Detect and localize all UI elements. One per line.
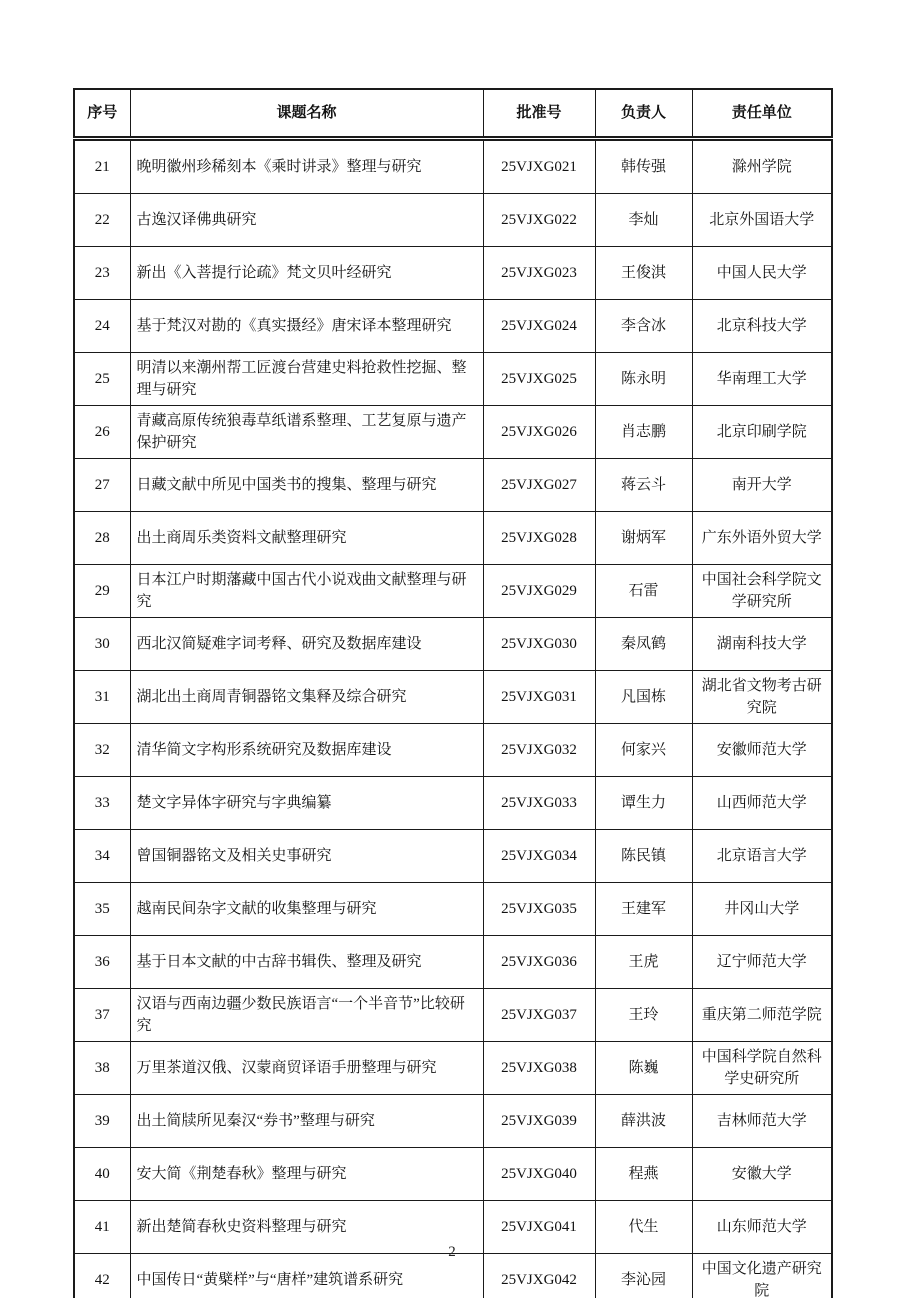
cell-leader: 陈民镇 [595,830,692,883]
cell-leader: 陈永明 [595,353,692,406]
cell-grant-number: 25VJXG021 [483,139,595,194]
cell-leader: 王俊淇 [595,247,692,300]
cell-grant-number: 25VJXG032 [483,724,595,777]
table-row [74,1042,832,1095]
cell-serial: 32 [74,724,130,777]
cell-leader: 秦凤鹤 [595,618,692,671]
cell-leader: 凡国栋 [595,671,692,724]
cell-grant-number: 25VJXG034 [483,830,595,883]
cell-organization: 湖北省文物考古研究院 [692,671,832,724]
cell-title: 万里茶道汉俄、汉蒙商贸译语手册整理与研究 [130,1042,483,1095]
cell-grant-number: 25VJXG041 [483,1201,595,1254]
cell-title: 汉语与西南边疆少数民族语言“一个半音节”比较研究 [130,989,483,1042]
cell-grant-number: 25VJXG024 [483,300,595,353]
cell-leader: 王玲 [595,989,692,1042]
cell-serial: 23 [74,247,130,300]
cell-title: 青藏高原传统狼毒草纸谱系整理、工艺复原与遗产保护研究 [130,406,483,459]
cell-grant-number: 25VJXG036 [483,936,595,989]
projects-table [73,88,833,1298]
table-row [74,194,832,247]
cell-title: 出土简牍所见秦汉“券书”整理与研究 [130,1095,483,1148]
cell-grant-number: 25VJXG028 [483,512,595,565]
cell-serial: 27 [74,459,130,512]
cell-organization: 华南理工大学 [692,353,832,406]
cell-leader: 李沁园 [595,1254,692,1298]
table-row [74,1148,832,1201]
cell-organization: 安徽大学 [692,1148,832,1201]
cell-leader: 谢炳军 [595,512,692,565]
cell-serial: 30 [74,618,130,671]
cell-serial: 38 [74,1042,130,1095]
cell-title: 出土商周乐类资料文献整理研究 [130,512,483,565]
cell-title: 新出《入菩提行论疏》梵文贝叶经研究 [130,247,483,300]
cell-leader: 程燕 [595,1148,692,1201]
cell-organization: 北京语言大学 [692,830,832,883]
cell-title: 中国传日“黄檗样”与“唐样”建筑谱系研究 [130,1254,483,1298]
table-row [74,300,832,353]
cell-title: 楚文字异体字研究与字典编纂 [130,777,483,830]
col-header-serial: 序号 [74,89,130,139]
page-number: 2 [448,1244,456,1260]
cell-grant-number: 25VJXG031 [483,671,595,724]
cell-leader: 陈巍 [595,1042,692,1095]
cell-organization: 中国人民大学 [692,247,832,300]
table-row [74,989,832,1042]
cell-organization: 中国科学院自然科学史研究所 [692,1042,832,1095]
cell-title: 日本江户时期藩藏中国古代小说戏曲文献整理与研究 [130,565,483,618]
cell-grant-number: 25VJXG023 [483,247,595,300]
cell-leader: 韩传强 [595,139,692,194]
cell-serial: 28 [74,512,130,565]
cell-organization: 安徽师范大学 [692,724,832,777]
col-header-organization: 责任单位 [692,89,832,139]
table-body [74,139,832,1298]
cell-serial: 36 [74,936,130,989]
cell-serial: 42 [74,1254,130,1298]
cell-title: 西北汉简疑难字词考释、研究及数据库建设 [130,618,483,671]
table-row [74,565,832,618]
cell-title: 湖北出土商周青铜器铭文集释及综合研究 [130,671,483,724]
table-row [74,618,832,671]
col-header-leader: 负责人 [595,89,692,139]
cell-organization: 湖南科技大学 [692,618,832,671]
table-row [74,671,832,724]
table-row [74,1095,832,1148]
header-row [74,89,832,139]
cell-grant-number: 25VJXG035 [483,883,595,936]
cell-grant-number: 25VJXG022 [483,194,595,247]
cell-organization: 重庆第二师范学院 [692,989,832,1042]
table-header [74,89,832,139]
cell-grant-number: 25VJXG037 [483,989,595,1042]
col-header-grant-number: 批准号 [483,89,595,139]
cell-organization: 山东师范大学 [692,1201,832,1254]
table-row [74,777,832,830]
table-row [74,406,832,459]
cell-organization: 广东外语外贸大学 [692,512,832,565]
cell-grant-number: 25VJXG038 [483,1042,595,1095]
cell-grant-number: 25VJXG033 [483,777,595,830]
cell-title: 古逸汉译佛典研究 [130,194,483,247]
cell-leader: 肖志鹏 [595,406,692,459]
cell-leader: 谭生力 [595,777,692,830]
cell-leader: 李含冰 [595,300,692,353]
cell-serial: 35 [74,883,130,936]
cell-title: 安大简《荆楚春秋》整理与研究 [130,1148,483,1201]
cell-grant-number: 25VJXG040 [483,1148,595,1201]
cell-leader: 代生 [595,1201,692,1254]
cell-organization: 井冈山大学 [692,883,832,936]
cell-serial: 37 [74,989,130,1042]
table-row [74,830,832,883]
cell-serial: 22 [74,194,130,247]
cell-title: 曾国铜器铭文及相关史事研究 [130,830,483,883]
cell-grant-number: 25VJXG026 [483,406,595,459]
cell-organization: 滁州学院 [692,139,832,194]
cell-title: 基于日本文献的中古辞书辑佚、整理及研究 [130,936,483,989]
cell-grant-number: 25VJXG025 [483,353,595,406]
table-row [74,353,832,406]
cell-serial: 33 [74,777,130,830]
cell-grant-number: 25VJXG042 [483,1254,595,1298]
cell-serial: 31 [74,671,130,724]
cell-organization: 南开大学 [692,459,832,512]
cell-title: 清华简文字构形系统研究及数据库建设 [130,724,483,777]
cell-serial: 25 [74,353,130,406]
cell-title: 基于梵汉对勘的《真实摄经》唐宋译本整理研究 [130,300,483,353]
cell-serial: 26 [74,406,130,459]
cell-leader: 王建军 [595,883,692,936]
cell-organization: 北京印刷学院 [692,406,832,459]
cell-title: 晚明徽州珍稀刻本《乘时讲录》整理与研究 [130,139,483,194]
table-row [74,247,832,300]
cell-title: 明清以来潮州帮工匠渡台营建史料抢救性挖掘、整理与研究 [130,353,483,406]
cell-serial: 39 [74,1095,130,1148]
table-row [74,936,832,989]
cell-grant-number: 25VJXG039 [483,1095,595,1148]
cell-leader: 薛洪波 [595,1095,692,1148]
cell-leader: 王虎 [595,936,692,989]
cell-organization: 辽宁师范大学 [692,936,832,989]
cell-grant-number: 25VJXG027 [483,459,595,512]
cell-serial: 24 [74,300,130,353]
table-row [74,512,832,565]
table-row [74,724,832,777]
cell-grant-number: 25VJXG030 [483,618,595,671]
cell-organization: 中国文化遗产研究院 [692,1254,832,1298]
cell-serial: 21 [74,139,130,194]
cell-title: 日藏文献中所见中国类书的搜集、整理与研究 [130,459,483,512]
table-row [74,883,832,936]
cell-organization: 北京外国语大学 [692,194,832,247]
cell-leader: 李灿 [595,194,692,247]
cell-organization: 北京科技大学 [692,300,832,353]
cell-serial: 34 [74,830,130,883]
cell-leader: 石雷 [595,565,692,618]
cell-leader: 何家兴 [595,724,692,777]
cell-serial: 41 [74,1201,130,1254]
cell-leader: 蒋云斗 [595,459,692,512]
cell-grant-number: 25VJXG029 [483,565,595,618]
table-row [74,459,832,512]
table-row [74,139,832,194]
col-header-title: 课题名称 [130,89,483,139]
cell-title: 越南民间杂字文献的收集整理与研究 [130,883,483,936]
cell-title: 新出楚简春秋史资料整理与研究 [130,1201,483,1254]
cell-serial: 40 [74,1148,130,1201]
cell-organization: 中国社会科学院文学研究所 [692,565,832,618]
cell-serial: 29 [74,565,130,618]
cell-organization: 山西师范大学 [692,777,832,830]
cell-organization: 吉林师范大学 [692,1095,832,1148]
